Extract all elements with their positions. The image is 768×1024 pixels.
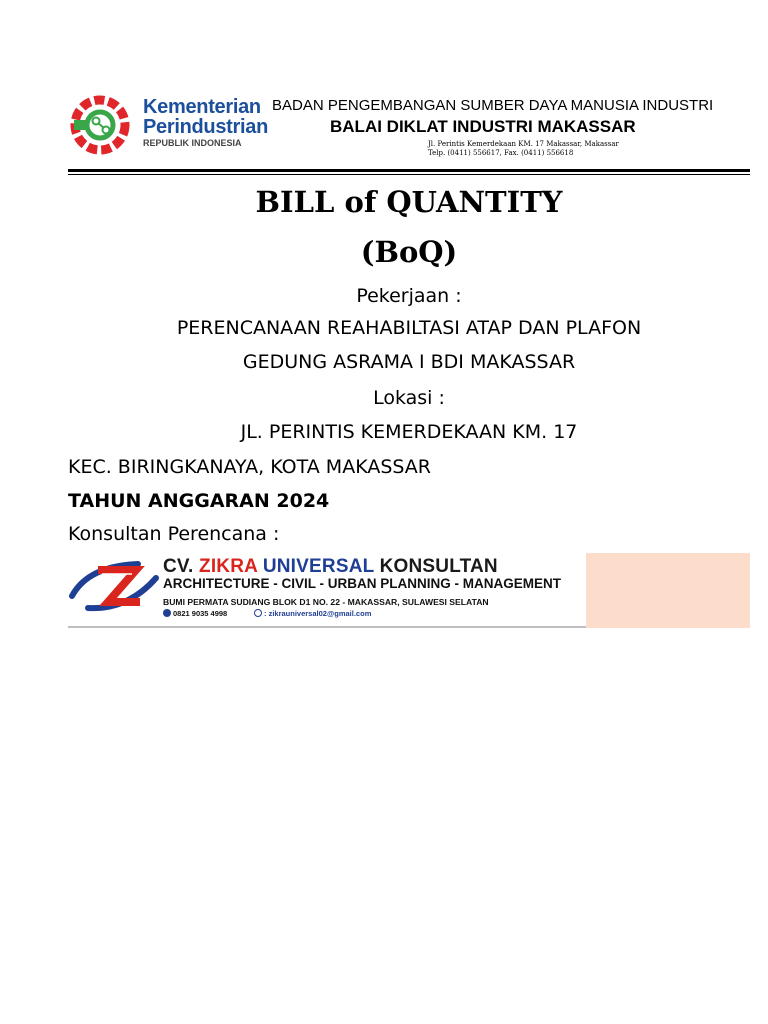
location-line2: KEC. BIRINGKANAYA, KOTA MAKASSAR bbox=[68, 456, 431, 478]
location-line1: JL. PERINTIS KEMERDEKAAN KM. 17 bbox=[240, 421, 578, 443]
kementerian-perindustrian-logo-icon bbox=[68, 94, 136, 156]
company-name-konsultan: KONSULTAN bbox=[379, 556, 498, 577]
document-title: BILL of QUANTITY bbox=[255, 185, 563, 219]
institute-phone-fax: Telp. (0411) 556617, Fax. (0411) 556618 bbox=[428, 149, 574, 157]
work-label: Pekerjaan : bbox=[356, 285, 462, 307]
institute-name: BALAI DIKLAT INDUSTRI MAKASSAR bbox=[330, 117, 636, 136]
company-name-zikra: ZIKRA bbox=[199, 556, 258, 577]
work-name-line1: PERENCANAAN REAHABILTASI ATAP DAN PLAFON bbox=[176, 317, 642, 339]
ministry-name-line1: Kementerian bbox=[143, 96, 261, 118]
location-label: Lokasi : bbox=[373, 387, 445, 409]
consultant-email: : zikrauniversal02@gmail.com bbox=[264, 609, 372, 618]
consultant-company-name bbox=[163, 556, 498, 578]
header-divider-thick bbox=[68, 169, 750, 172]
consultant-address: BUMI PERMATA SUDIANG BLOK D1 NO. 22 - MAKASSAR, SULAWESI SELATAN bbox=[163, 597, 489, 607]
company-name-prefix: CV. bbox=[163, 556, 194, 577]
header-divider-thin bbox=[68, 174, 750, 175]
fiscal-year: TAHUN ANGGARAN 2024 bbox=[68, 490, 330, 512]
work-name-line2: GEDUNG ASRAMA I BDI MAKASSAR bbox=[242, 351, 576, 373]
email-icon bbox=[254, 609, 262, 617]
phone-icon bbox=[163, 609, 171, 617]
company-name-universal: UNIVERSAL bbox=[262, 556, 375, 577]
institute-address: Jl. Perintis Kemerdekaan KM. 17 Makassar, Makassar bbox=[428, 140, 619, 148]
document-title-abbreviation: (BoQ) bbox=[360, 235, 458, 269]
zikra-z-logo-icon bbox=[68, 558, 160, 614]
consultant-tagline: ARCHITECTURE - CIVIL - URBAN PLANNING - MANAGEMENT bbox=[163, 576, 561, 591]
agency-name: BADAN PENGEMBANGAN SUMBER DAYA MANUSIA INDUSTRI bbox=[272, 97, 714, 114]
consultant-phone: 0821 9035 4998 bbox=[173, 609, 228, 618]
ministry-subtitle: REPUBLIK INDONESIA bbox=[143, 138, 242, 148]
consultant-label: Konsultan Perencana : bbox=[68, 523, 280, 545]
ministry-name-line2: Perindustrian bbox=[143, 116, 269, 138]
banner-side-panel bbox=[586, 553, 750, 628]
